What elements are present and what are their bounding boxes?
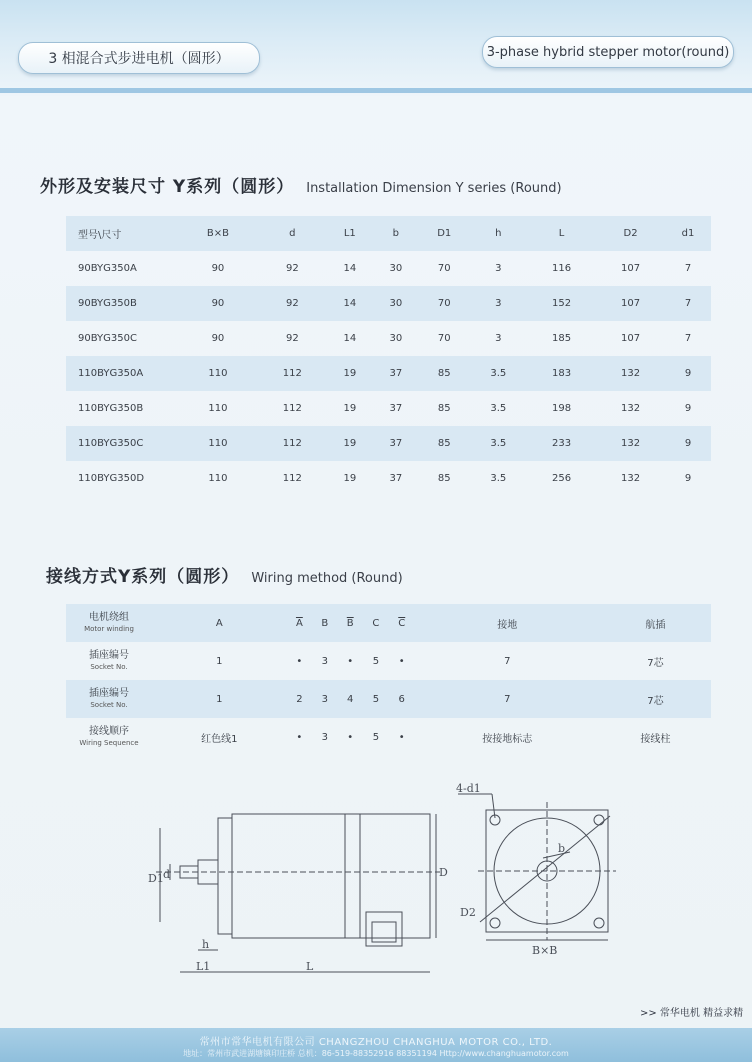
header-cell: d1	[665, 216, 711, 251]
table-cell: 9	[684, 473, 692, 484]
label-b: b	[558, 842, 566, 855]
model-cell: 90BYG350C	[78, 333, 137, 344]
label-L1: L1	[196, 960, 211, 973]
table-cell: 3	[321, 731, 328, 743]
table-cell: 37	[373, 356, 419, 391]
header-cell: 型号\尺寸	[66, 216, 178, 251]
dimension-table	[66, 216, 711, 496]
row-label: 电机绕组 Motor winding	[66, 604, 152, 642]
label-h: h	[202, 938, 210, 951]
table-cell: 3.5	[470, 426, 527, 461]
header-cell: $\overline{C}$	[389, 604, 415, 642]
table-cell: 1	[152, 680, 287, 718]
table-cell: •	[347, 731, 354, 743]
table-cell: 37	[373, 426, 419, 461]
table-cell: 30	[373, 286, 419, 321]
table-cell: 233	[527, 426, 596, 461]
installation-dimension-heading	[40, 172, 562, 197]
table-row	[66, 286, 711, 321]
header-cell: B×B	[178, 216, 258, 251]
header-cell: C	[363, 604, 389, 642]
table-cell: 70	[437, 333, 451, 344]
table-cell: 5	[363, 680, 389, 718]
table-cell: 30	[389, 263, 403, 274]
table-cell: 110	[178, 356, 258, 391]
table-cell: 112	[282, 403, 302, 414]
table-cell: •	[347, 655, 354, 667]
footer-address: 地址：常州市武进湖塘镇印庄桥 总机：86-519-88352916 88351194 Http://www.changhuamotor.com	[183, 1049, 569, 1058]
footer-slogan: >> 常华电机 精益求精	[640, 1008, 744, 1019]
table-cell: 9	[684, 403, 692, 414]
table-row	[66, 356, 711, 391]
label-D1: D1	[148, 872, 164, 885]
table-cell: 按接地标志	[482, 733, 533, 745]
model-cell: 110BYG350C	[66, 426, 178, 461]
row-label: 接线顺序 Wiring Sequence	[79, 725, 139, 747]
row-label: 插座编号 Socket No.	[66, 680, 152, 718]
table-cell: 132	[620, 473, 641, 484]
table-cell: 183	[527, 356, 596, 391]
table-cell: 2	[287, 680, 312, 718]
header-cell: D2	[596, 216, 665, 251]
table-cell: 92	[285, 333, 299, 344]
model-cell: 110BYG350D	[78, 473, 145, 484]
label-4-d1: 4-d1	[456, 782, 481, 795]
model-cell: 110BYG350B	[78, 403, 144, 414]
header-cell: 接地	[415, 604, 600, 642]
table-cell: 14	[343, 333, 357, 344]
table-cell: 90	[178, 286, 258, 321]
header-cell: h	[470, 216, 527, 251]
header-cell: A	[152, 604, 287, 642]
table-cell: 198	[552, 403, 572, 414]
table-cell: 37	[389, 473, 403, 484]
table-cell: 5	[372, 731, 380, 743]
table-cell: 3	[495, 333, 502, 344]
table-row	[66, 642, 711, 680]
table-cell: 7	[415, 680, 600, 718]
table-cell: 3	[321, 655, 328, 667]
table-cell: 152	[527, 286, 596, 321]
heading-en: Installation Dimension Y series (Round)	[306, 181, 562, 196]
table-cell: 红色线1	[201, 733, 238, 745]
table-cell: •	[296, 731, 303, 743]
table-cell: 107	[620, 333, 641, 344]
table-cell: 92	[258, 286, 327, 321]
table-header-row	[66, 604, 711, 642]
table-cell: 5	[372, 655, 380, 667]
table-cell: 85	[419, 426, 470, 461]
motor-dimension-drawing	[140, 782, 620, 982]
header-cell: L1	[327, 216, 373, 251]
table-cell: 85	[437, 403, 451, 414]
label-D: D	[439, 866, 448, 879]
table-cell: 185	[552, 333, 572, 344]
row-label: 插座编号 Socket No.	[89, 649, 129, 671]
header-cell: b	[373, 216, 419, 251]
table-cell: 19	[327, 426, 373, 461]
wiring-table	[66, 604, 711, 756]
table-cell: 9	[665, 426, 711, 461]
table-cell: 19	[343, 403, 357, 414]
table-cell: 7	[665, 286, 711, 321]
label-D2: D2	[460, 906, 476, 919]
table-cell: 3.5	[490, 403, 507, 414]
table-cell: 132	[596, 356, 665, 391]
table-row	[66, 680, 711, 718]
table-cell: 85	[419, 356, 470, 391]
header-cell: $\overline{A}$	[287, 604, 312, 642]
heading-cn: 接线方式Y系列（圆形）	[46, 567, 240, 587]
table-cell: 30	[389, 333, 403, 344]
table-row	[66, 426, 711, 461]
label-BxB: B×B	[532, 944, 558, 957]
table-cell: 37	[389, 403, 403, 414]
table-cell: 92	[285, 263, 299, 274]
footer-company: 常州市常华电机有限公司 CHANGZHOU CHANGHUA MOTOR CO., LTD.	[199, 1037, 553, 1048]
section-badge-en: 3-phase hybrid stepper motor(round)	[482, 36, 734, 68]
table-cell: 107	[620, 263, 641, 274]
model-cell: 90BYG350B	[66, 286, 178, 321]
table-cell: 4	[338, 680, 363, 718]
wiring-method-heading	[46, 562, 403, 587]
table-cell: 3	[470, 286, 527, 321]
header-cell: 航插	[600, 604, 711, 642]
table-cell: 256	[552, 473, 572, 484]
table-cell: 6	[389, 680, 415, 718]
table-cell: 7	[684, 263, 692, 274]
model-cell: 90BYG350A	[78, 263, 137, 274]
table-cell: 85	[437, 473, 451, 484]
table-cell: 112	[282, 473, 302, 484]
header-cell: L	[527, 216, 596, 251]
table-cell: 7	[684, 333, 692, 344]
header-rule	[0, 88, 752, 93]
table-cell: 9	[665, 356, 711, 391]
table-cell: 3	[495, 263, 502, 274]
table-cell: 110	[178, 426, 258, 461]
table-cell: 112	[258, 356, 327, 391]
table-cell: 132	[620, 403, 641, 414]
header-cell: d	[258, 216, 327, 251]
table-cell: 90	[211, 333, 225, 344]
table-cell: 19	[327, 356, 373, 391]
table-row	[66, 391, 711, 426]
table-cell: •	[398, 731, 405, 743]
table-cell: 110	[208, 473, 228, 484]
side-view	[156, 814, 440, 972]
table-cell: 7芯	[600, 680, 711, 718]
table-cell: 132	[596, 426, 665, 461]
header-cell: D1	[419, 216, 470, 251]
table-row	[66, 321, 711, 356]
label-L: L	[306, 960, 314, 973]
heading-cn: 外形及安装尺寸 Y系列（圆形）	[40, 177, 295, 197]
table-cell: 107	[596, 286, 665, 321]
table-cell: 7	[504, 655, 511, 667]
header-cell: B	[312, 604, 337, 642]
table-row	[66, 718, 711, 756]
table-header-row	[66, 216, 711, 251]
table-cell: 110	[208, 403, 228, 414]
table-cell: 116	[552, 263, 572, 274]
table-cell: •	[398, 655, 405, 667]
table-cell: 14	[327, 286, 373, 321]
table-cell: 14	[343, 263, 357, 274]
table-cell: 接线柱	[640, 733, 671, 745]
table-cell: 7芯	[647, 657, 664, 669]
front-view	[458, 794, 616, 940]
model-cell: 110BYG350A	[66, 356, 178, 391]
table-cell: 19	[343, 473, 357, 484]
heading-en: Wiring method (Round)	[251, 571, 403, 586]
table-row	[66, 251, 711, 286]
table-cell: 70	[419, 286, 470, 321]
table-cell: 1	[216, 655, 223, 667]
table-row	[66, 461, 711, 496]
table-cell: 3.5	[470, 356, 527, 391]
section-badge-cn: 3 相混合式步进电机（圆形）	[18, 42, 260, 74]
table-cell: 90	[211, 263, 225, 274]
table-cell: 3.5	[490, 473, 507, 484]
table-cell: •	[296, 655, 303, 667]
table-cell: 3	[312, 680, 337, 718]
table-cell: 70	[437, 263, 451, 274]
table-cell: 112	[258, 426, 327, 461]
header-cell: $\overline{B}$	[338, 604, 363, 642]
label-d: d	[163, 868, 171, 881]
